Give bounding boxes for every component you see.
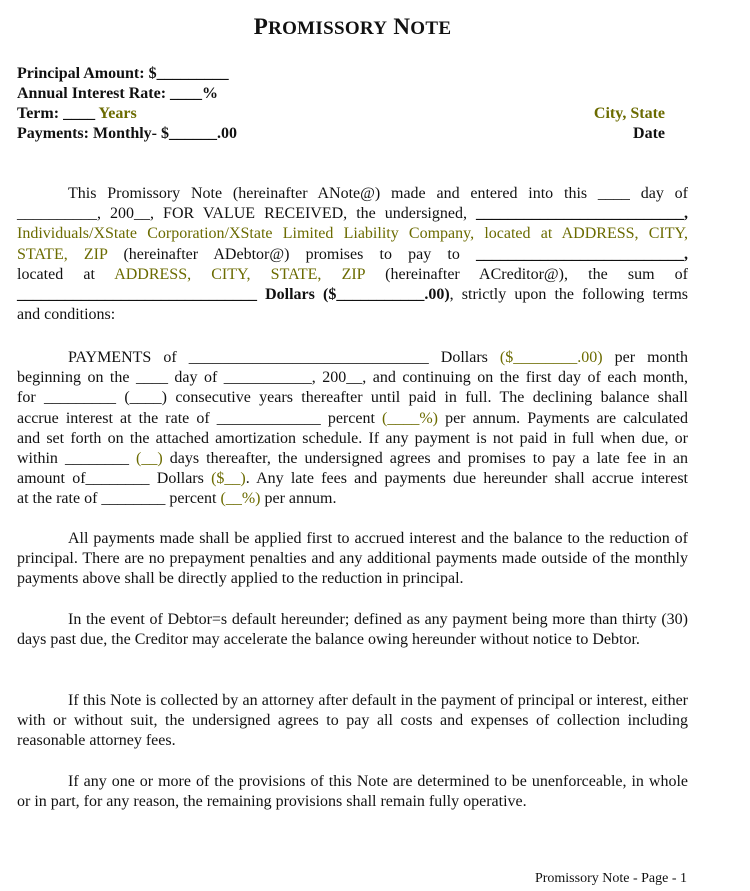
paragraph-application-of-payments: All payments made shall be applied first to accrued interest and the balance to the reduction of principal. There are no prepayment penalties and any additional payments made outside of the monthly payments above shall be directly applied to the reduction in principal. <box>17 530 688 588</box>
paragraph-severability: If any one or more of the provisions of this Note are determined to be unenforceable, in whole or in part, for any reason, the remaining provisions shall remain fully operative. <box>17 773 688 811</box>
page-footer: Promissory Note - Page - 1 <box>534 871 687 886</box>
date: Date <box>633 125 665 142</box>
place-and-date <box>594 104 665 144</box>
document-title: PROMISSORY NOTE <box>253 14 452 39</box>
monthly-payments: Payments: Monthly- $______.00 <box>17 125 237 142</box>
paragraph-default: In the event of Debtor=s default hereunder; defined as any payment being more than thirty (30) days past due, the Creditor may accelerate the balance owing hereunder without notice to Debtor. <box>17 611 688 649</box>
paragraph-payments: PAYMENTS of ______________________________ Dollars ($________.00) per month beginning on the ____ day of ___________, 200__, and continuing on the first day of each month, for _________ (____) consecutive years thereafter until paid in full. The declining balance shall accrue interest at the rate of _____________ percent (____%) per annum. Payments are calculated and set forth on the attached amortization schedule. If any payment is not paid in full when due, or within ________ (__) days thereafter, the undersigned agrees and promises to pay a late fee in an amount of________ Dollars ($__). Any late fees and payments due hereunder shall accrue interest at the rate of ________ percent (__%) per annum. <box>17 349 689 508</box>
principal-amount: Principal Amount: $_________ <box>17 65 229 82</box>
term: Term: ____ Years <box>17 105 137 122</box>
city-state: City, State <box>593 105 665 122</box>
annual-interest-rate: Annual Interest Rate: ____% <box>17 85 219 102</box>
note-summary <box>17 64 237 144</box>
paragraph-collection-costs: If this Note is collected by an attorney after default in the payment of principal or interest, either with or without suit, the undersigned agrees to pay all costs and expenses of collection including reasonable attorney fees. <box>17 692 688 750</box>
paragraph-parties: This Promissory Note (hereinafter ANote@) made and entered into this ____ day of __________, 200__, FOR VALUE RECEIVED, the undersigned, __________________________, Individuals/XState Corporation/XState Limited Liability Company, located at ADDRESS, CITY, STATE, ZIP (hereinafter ADebtor@) promises to pay to __________________________, located at ADDRESS, CITY, STATE, ZIP (hereinafter ACreditor@), the sum of ______________________________ Dollars ($___________.00), strictly upon the following terms and conditions: <box>17 185 689 324</box>
